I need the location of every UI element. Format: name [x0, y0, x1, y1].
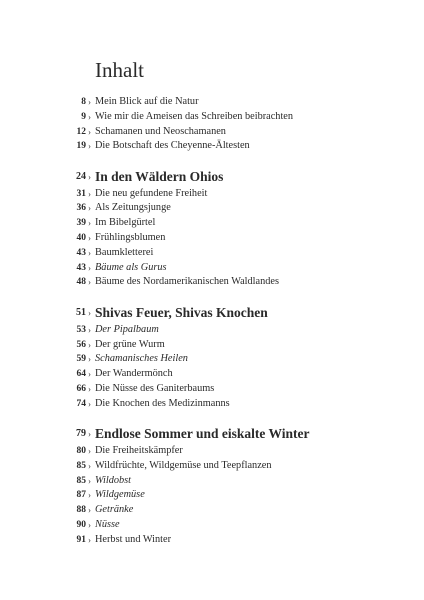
page-number: 24 [76, 170, 86, 182]
separator-icon: › [88, 383, 91, 394]
entry-title: Schamanen und Neoschamanen [95, 125, 226, 137]
page-number: 56 [76, 339, 86, 350]
entry-title: Der grüne Wurm [95, 338, 165, 350]
entry-title: Wildobst [95, 474, 132, 486]
page-number: 64 [76, 369, 86, 380]
toc-entry[interactable] [0, 95, 424, 110]
entry-title: Mein Blick auf die Natur [95, 96, 199, 107]
toc-entry[interactable] [0, 488, 424, 503]
page-number: 9 [81, 111, 86, 122]
page-number: 85 [76, 460, 86, 471]
toc-entry[interactable] [0, 444, 424, 459]
separator-icon: › [88, 262, 91, 273]
toc-entry[interactable] [0, 201, 424, 216]
page-number: 31 [76, 188, 86, 199]
page-number: 80 [76, 446, 86, 457]
page-number: 85 [76, 475, 86, 486]
page-number: 8 [81, 97, 86, 107]
section-title: Endlose Sommer und eiskalte Winter [95, 426, 310, 442]
separator-icon: › [88, 218, 91, 229]
section-gap [0, 290, 424, 303]
separator-icon: › [88, 520, 91, 531]
entry-title: Schamanisches Heilen [95, 353, 188, 365]
section-heading[interactable] [0, 303, 424, 323]
entry-title: Nüsse [95, 519, 120, 531]
section-heading[interactable] [0, 424, 424, 444]
separator-icon: › [88, 354, 91, 365]
toc-entry[interactable] [0, 125, 424, 140]
toc-entry[interactable] [0, 518, 424, 533]
toc-entry[interactable] [0, 397, 424, 412]
page-number: 51 [76, 306, 86, 318]
section-heading[interactable] [0, 167, 424, 187]
page-number: 36 [76, 203, 86, 214]
entry-title: Die Knochen des Medizinmanns [95, 397, 230, 409]
separator-icon: › [88, 171, 91, 182]
separator-icon: › [88, 534, 91, 545]
separator-icon: › [88, 126, 91, 137]
page-number: 66 [76, 383, 86, 394]
page-number: 53 [76, 324, 86, 335]
page-number: 40 [76, 233, 86, 244]
entry-title: Getränke [95, 504, 134, 516]
entry-title: Wildfrüchte, Wildgemüse und Teepflanzen [95, 459, 272, 471]
separator-icon: › [88, 97, 91, 107]
separator-icon: › [88, 398, 91, 409]
entry-title: Die neu gefundene Freiheit [95, 187, 208, 199]
separator-icon: › [88, 475, 91, 486]
toc-entry[interactable] [0, 216, 424, 231]
entry-title: Frühlingsblumen [95, 232, 166, 244]
page-title: Inhalt [95, 58, 144, 82]
entry-title: Die Freiheitskämpfer [95, 445, 183, 457]
entry-title: Bäume des Nordamerikanischen Waldlandes [95, 276, 279, 288]
entry-title: Herbst und Winter [95, 533, 172, 545]
page-number: 43 [76, 262, 86, 273]
entry-title: Der Wandermönch [95, 368, 173, 380]
page-number: 87 [76, 490, 86, 501]
toc-entry[interactable] [0, 474, 424, 489]
section-gap [0, 412, 424, 425]
page-number: 19 [76, 141, 86, 152]
page-number: 79 [76, 428, 86, 440]
separator-icon: › [88, 429, 91, 440]
toc-entry[interactable] [0, 275, 424, 290]
separator-icon: › [88, 460, 91, 471]
separator-icon: › [88, 446, 91, 457]
entry-title: Wildgemüse [95, 489, 145, 501]
entry-title: Die Nüsse des Ganiterbaums [95, 382, 215, 394]
entry-title: Baumkletterei [95, 246, 154, 258]
separator-icon: › [88, 505, 91, 516]
toc-entry[interactable] [0, 187, 424, 202]
toc-entry[interactable] [0, 382, 424, 397]
toc-entry[interactable] [0, 110, 424, 125]
page-number: 90 [76, 520, 86, 531]
page-number: 43 [76, 247, 86, 258]
entry-title: Im Bibelgürtel [95, 217, 156, 229]
page-number: 12 [76, 126, 86, 137]
separator-icon: › [88, 141, 91, 152]
entry-title: Bäume als Gurus [95, 261, 167, 273]
separator-icon: › [88, 369, 91, 380]
toc-entry[interactable] [0, 503, 424, 518]
entry-title: Wie mir die Ameisen das Schreiben beibrachten [95, 110, 294, 122]
page-number: 39 [76, 218, 86, 229]
separator-icon: › [88, 490, 91, 501]
separator-icon: › [88, 307, 91, 318]
separator-icon: › [88, 277, 91, 288]
separator-icon: › [88, 339, 91, 350]
separator-icon: › [88, 111, 91, 122]
toc-entry[interactable] [0, 323, 424, 338]
page-number: 88 [76, 505, 86, 516]
toc-entry[interactable] [0, 231, 424, 246]
separator-icon: › [88, 203, 91, 214]
separator-icon: › [88, 188, 91, 199]
separator-icon: › [88, 324, 91, 335]
toc-entry[interactable] [0, 261, 424, 276]
section-gap [0, 154, 424, 167]
page-number: 91 [76, 534, 86, 545]
toc-entry[interactable] [0, 459, 424, 474]
toc-entry[interactable] [0, 352, 424, 367]
page-number: 74 [76, 398, 86, 409]
toc-entry[interactable] [0, 338, 424, 353]
entry-title: Als Zeitungsjunge [95, 202, 171, 214]
separator-icon: › [88, 233, 91, 244]
toc-entry[interactable] [0, 367, 424, 382]
page-number: 48 [76, 277, 86, 288]
table-of-contents [0, 95, 424, 548]
section-title: In den Wäldern Ohios [95, 168, 224, 184]
section-title: Shivas Feuer, Shivas Knochen [95, 304, 268, 320]
separator-icon: › [88, 247, 91, 258]
toc-entry[interactable] [0, 139, 424, 154]
toc-entry[interactable] [0, 246, 424, 261]
page-number: 59 [76, 354, 86, 365]
entry-title: Der Pipalbaum [95, 323, 159, 335]
entry-title: Die Botschaft des Cheyenne-Ältesten [95, 140, 250, 152]
toc-entry[interactable] [0, 533, 424, 548]
